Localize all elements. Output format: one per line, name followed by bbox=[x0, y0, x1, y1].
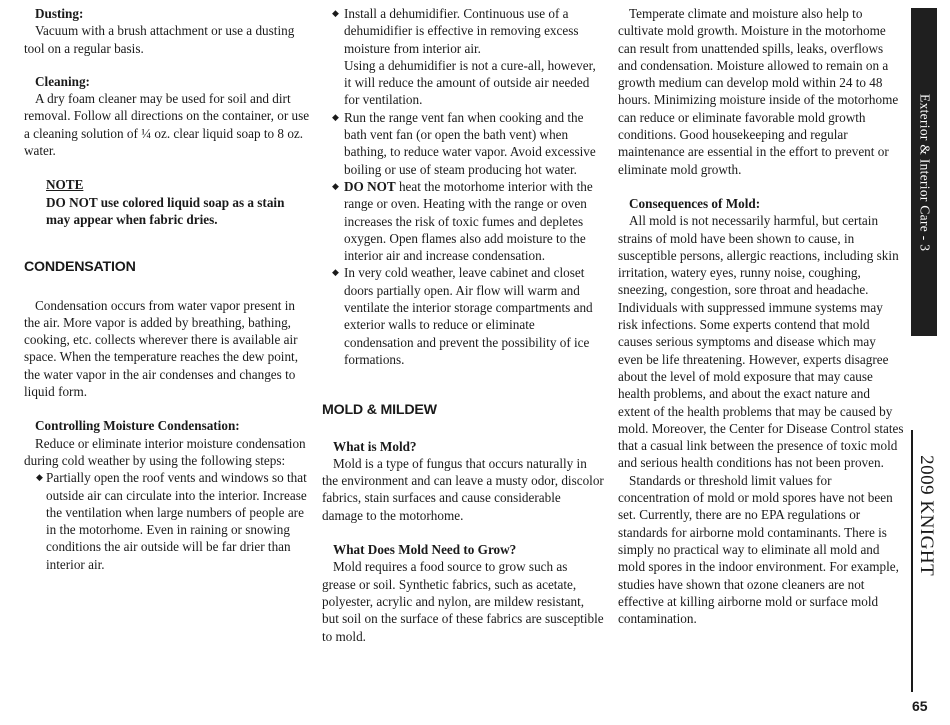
steps-list bbox=[24, 469, 310, 573]
column-2 bbox=[322, 0, 604, 645]
mold-needs-title: What Does Mold Need to Grow? bbox=[333, 542, 517, 558]
diamond-bullet-icon: ◆ bbox=[332, 180, 339, 191]
what-is-mold-text: Mold is a type of fungus that occurs naturally in the environment and can leave a musty odor, discolor fabrics, stain surfaces and cause considerable damage to the motorhome. bbox=[322, 455, 604, 523]
condensation-heading: CONDENSATION bbox=[24, 259, 136, 276]
cleaning-text: A dry foam cleaner may be used for soil and dirt removal. Follow all directions on the container, or use a cleaning solution of ¼ oz. clear liquid soap to 8 oz. water. bbox=[24, 91, 310, 159]
diamond-bullet-icon: ◆ bbox=[332, 267, 339, 278]
mold-heading: MOLD & MILDEW bbox=[322, 402, 437, 419]
list-item: ◆ Partially open the roof vents and windows so that outside air can circulate into the interior. Increase the ventilation when large numbers of people are in the motorhome. Even in raining or snowing conditions the air outside will be far drier than interior air. bbox=[36, 470, 307, 572]
consequences-title: Consequences of Mold: bbox=[629, 195, 761, 211]
mold-growth-text: Temperate climate and moisture also help to cultivate mold growth. Moisture in the motorhome can result from unattended spills, leaks, overflows and condensation. Moisture allowed to remain on a growth medium can develop mold within 24 to 48 hours. Minimizing moisture inside of the motorhome can reduce or eliminate favorable mold growth conditions. Good housekeeping and regular maintenance are essential in the effort to prevent or eliminate mold growth. bbox=[618, 6, 899, 177]
diamond-bullet-icon: ◆ bbox=[332, 111, 339, 122]
consequences-text: All mold is not necessarily harmful, but certain strains of mold have been shown to cause, in susceptible persons, allergic reactions, including skin irritation, watery eyes, runny noise, coughing, sneezing, congestion, sore throat and headache. Individuals with suppressed immune systems may risk infections. Some experts contend that mold causes serious symptoms and disease which may even be life threatening. However, experts disagree about the level of mold exposure that may cause health problems, and about the exact nature and extent of the health problems that may be caused by mold. Moreover, the Center for Disease Control states that a casual link between the presence of toxic mold and serious health conditions has not been proven. bbox=[618, 213, 904, 471]
controlling-title: Controlling Moisture Condensation: bbox=[35, 418, 240, 434]
steps-list-continued bbox=[322, 5, 604, 368]
condensation-text: Condensation occurs from water vapor present in the air. More vapor is added by breathing, bathing, cooking, etc. collects wherever there is available air space. When the temperature reaches the dew point, the water vapor in the air condenses and changes to liquid form. bbox=[24, 297, 299, 400]
note-text: DO NOT use colored liquid soap as a stain may appear when fabric dries. bbox=[46, 194, 285, 227]
dusting-title: Dusting: bbox=[35, 6, 84, 21]
page-number: 65 bbox=[912, 698, 928, 714]
list-item: ◆ In very cold weather, leave cabinet and closet doors partially open. Air flow will warm and ventilate the interior storage compartments and exterior walls to reduce or eliminate condensation and prevent the possibility of ice formations. bbox=[332, 265, 593, 367]
cleaning-title: Cleaning: bbox=[35, 73, 90, 89]
list-item: ◆ Run the range vent fan when cooking and the bath vent fan (or open the bath vent) when bathing, to reduce water vapor. Avoid excessive boiling or use of steam producing hot water. bbox=[332, 109, 596, 177]
section-label: Exterior & Interior Care - 3 bbox=[916, 93, 932, 251]
standards-text: Standards or threshold limit values for concentration of mold or mold spores have not been set. Currently, there are no EPA regulations or standards for airborne mold contaminants. There is simply no practical way to eliminate all mold and mold spores in the indoor environment. For example, studies have shown that ozone cleaners are not effective at killing airborne mold or surface mold contamination. bbox=[618, 472, 899, 627]
brand-label: 2009 KNIGHT bbox=[915, 454, 937, 576]
dusting-text: Vacuum with a brush attachment or use a dusting tool on a regular basis. bbox=[24, 23, 295, 56]
diamond-bullet-icon: ◆ bbox=[36, 472, 43, 483]
list-item: ◆ Install a dehumidifier. Continuous use of a dehumidifier is effective in removing excess moisture from interior air. Using a dehumidifier is not a cure-all, however, it will reduce the amount of outside air needed for ventilation. bbox=[332, 6, 596, 108]
what-is-mold-title: What is Mold? bbox=[333, 438, 417, 454]
note-title: NOTE bbox=[46, 177, 84, 193]
diamond-bullet-icon: ◆ bbox=[332, 8, 339, 18]
list-item: ◆ DO NOT heat the motorhome interior with the range or oven. Heating with the range or oven increases the risk of toxic fumes and depletes oxygen. Open flames also add moisture to the interior air and increase condensation. bbox=[332, 178, 593, 264]
controlling-text: Reduce or eliminate interior moisture condensation during cold weather by using the following steps: bbox=[24, 435, 306, 468]
sidebar-rule bbox=[911, 430, 913, 692]
mold-needs-text: Mold requires a food source to grow such as grease or soil. Synthetic fabrics, such as acetate, polyester, acrylic and nylon, are mildew resistant, but soil on the surface of these fabrics are susceptible to mold. bbox=[322, 559, 604, 644]
column-1 bbox=[24, 0, 310, 573]
note-box bbox=[24, 176, 310, 228]
column-3 bbox=[618, 0, 904, 627]
